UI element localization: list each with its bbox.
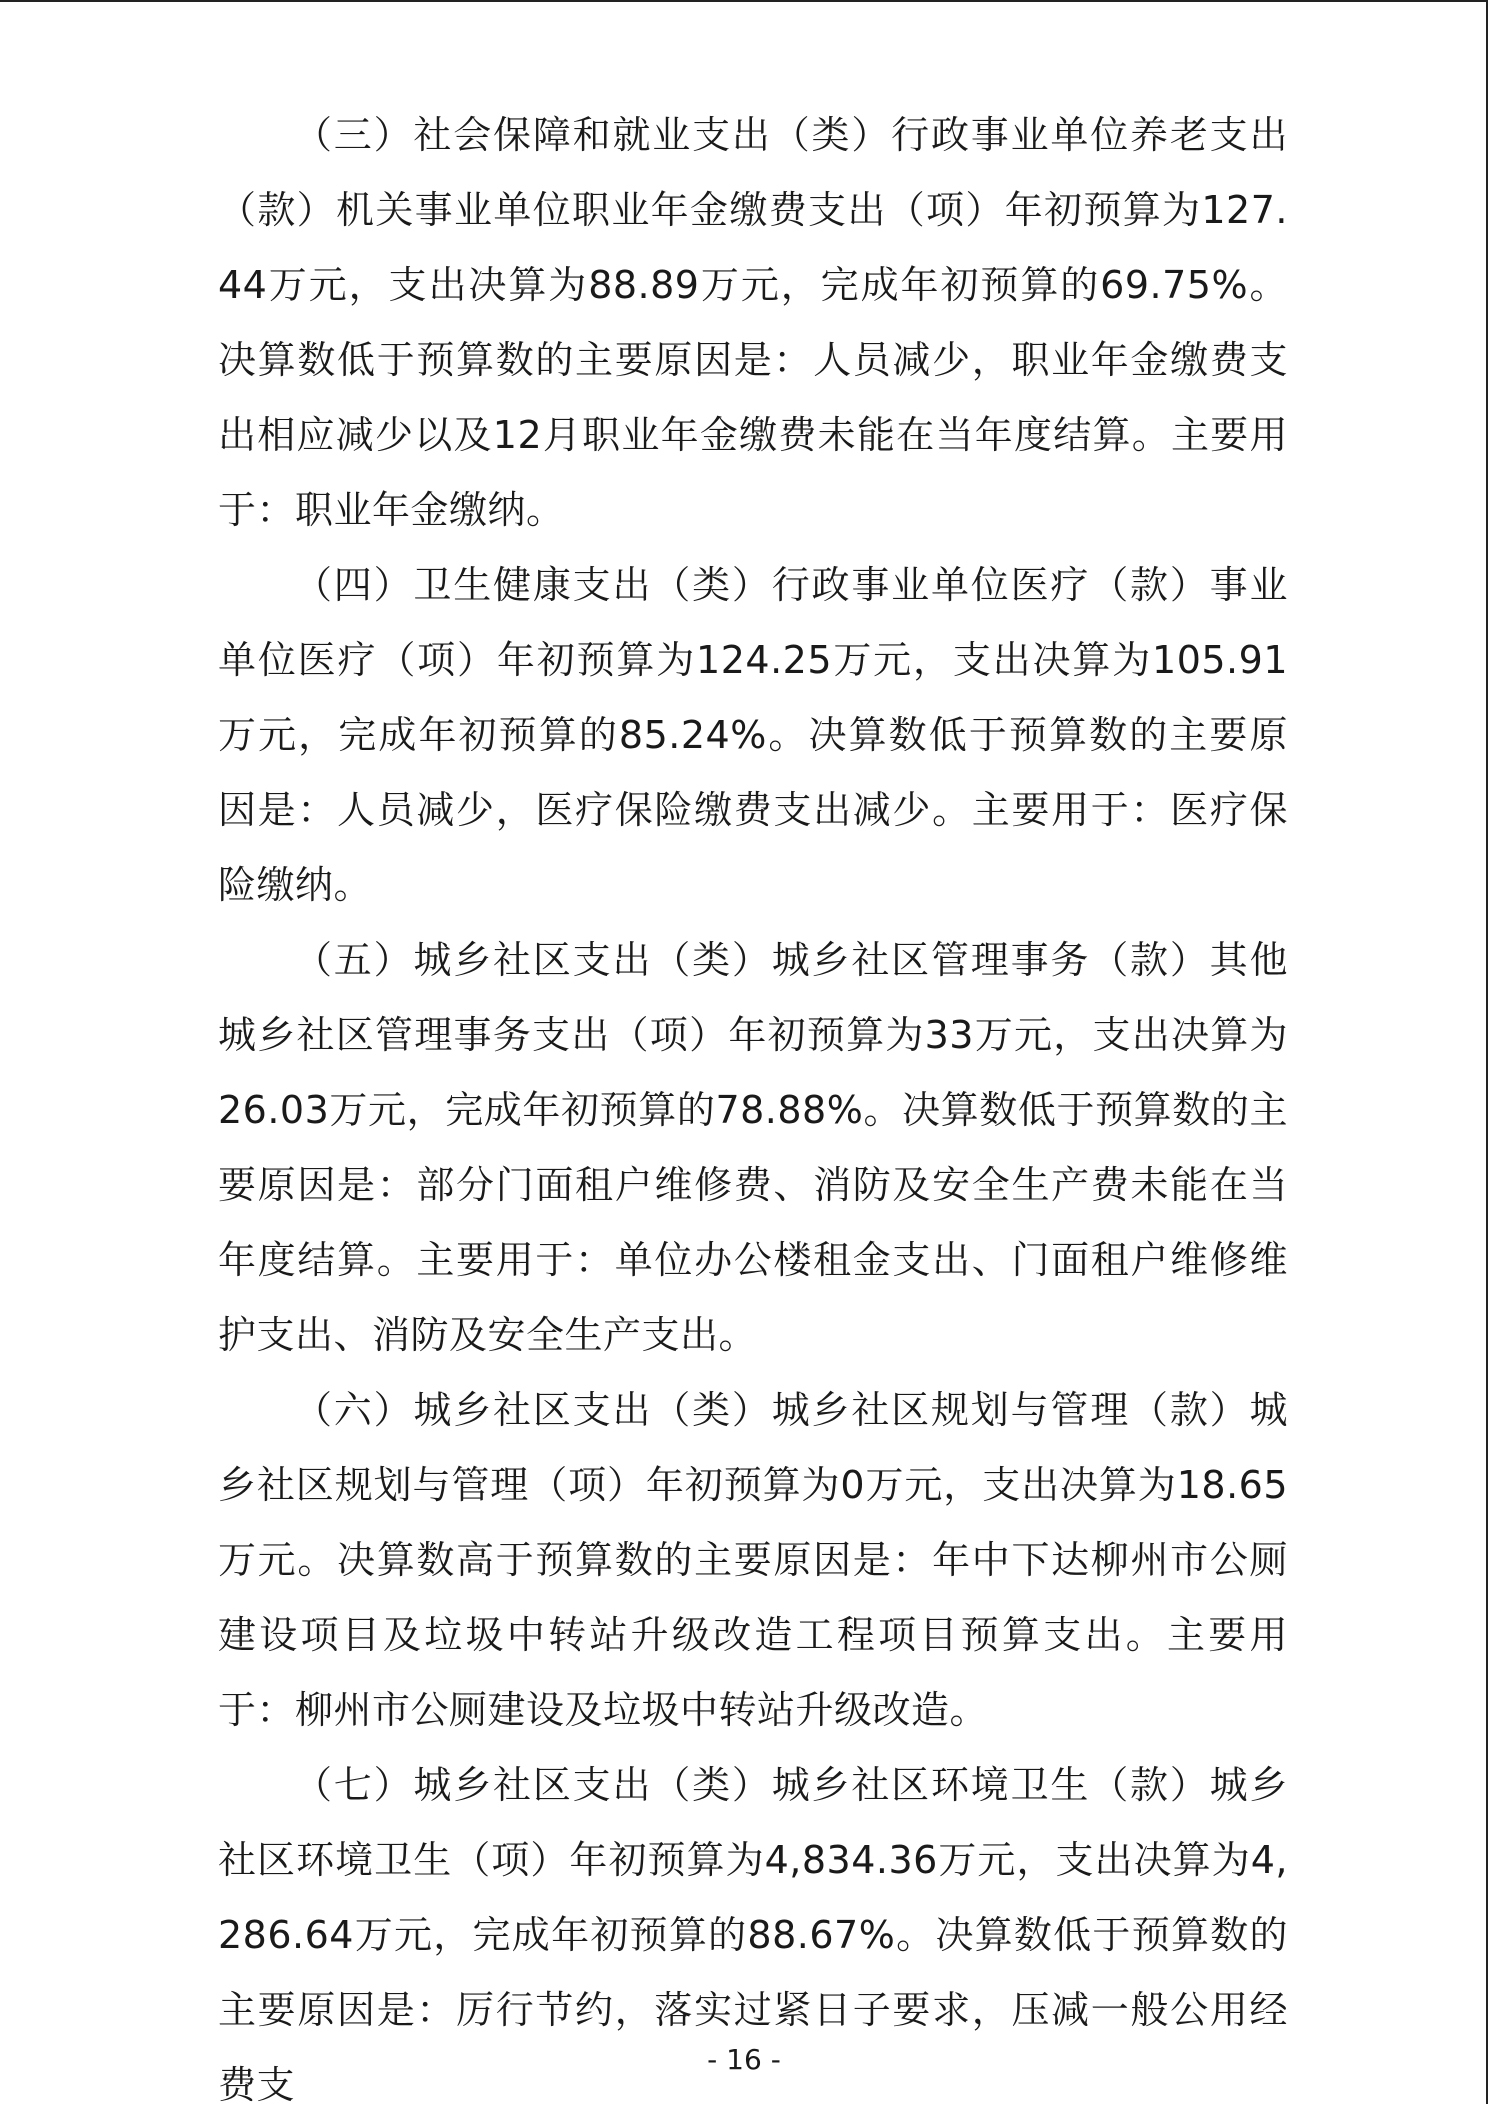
paragraph-community-planning: （六）城乡社区支出（类）城乡社区规划与管理（款）城乡社区规划与管理（项）年初预算为0万元，支出决算为18.65万元。决算数高于预算数的主要原因是：年中下达柳州市公厕建设项目及垃圾中转站升级改造工程项目预算支出。主要用于：柳州市公厕建设及垃圾中转站升级改造。 [218, 1388, 1288, 1732]
paragraph-health: （四）卫生健康支出（类）行政事业单位医疗（款）事业单位医疗（项）年初预算为124.25万元，支出决算为105.91万元，完成年初预算的85.24%。决算数低于预算数的主要原因是：人员减少，医疗保险缴费支出减少。主要用于：医疗保险缴纳。 [218, 563, 1288, 907]
document-body [218, 98, 1288, 2123]
paragraph-community-management: （五）城乡社区支出（类）城乡社区管理事务（款）其他城乡社区管理事务支出（项）年初预算为33万元，支出决算为26.03万元，完成年初预算的78.88%。决算数低于预算数的主要原因是：部分门面租户维修费、消防及安全生产费未能在当年度结算。主要用于：单位办公楼租金支出、门面租户维修维护支出、消防及安全生产支出。 [218, 938, 1288, 1357]
paragraph-social-security: （三）社会保障和就业支出（类）行政事业单位养老支出（款）机关事业单位职业年金缴费支出（项）年初预算为127.44万元，支出决算为88.89万元，完成年初预算的69.75%。决算数低于预算数的主要原因是：人员减少，职业年金缴费支出相应减少以及12月职业年金缴费未能在当年度结算。主要用于：职业年金缴纳。 [218, 113, 1288, 532]
paragraph-environmental-sanitation: （七）城乡社区支出（类）城乡社区环境卫生（款）城乡社区环境卫生（项）年初预算为4,834.36万元，支出决算为4,286.64万元，完成年初预算的88.67%。决算数低于预算数的主要原因是：厉行节约，落实过紧日子要求，压减一般公用经费支 [218, 1763, 1288, 2107]
page-number: - 16 - [707, 2043, 781, 2076]
